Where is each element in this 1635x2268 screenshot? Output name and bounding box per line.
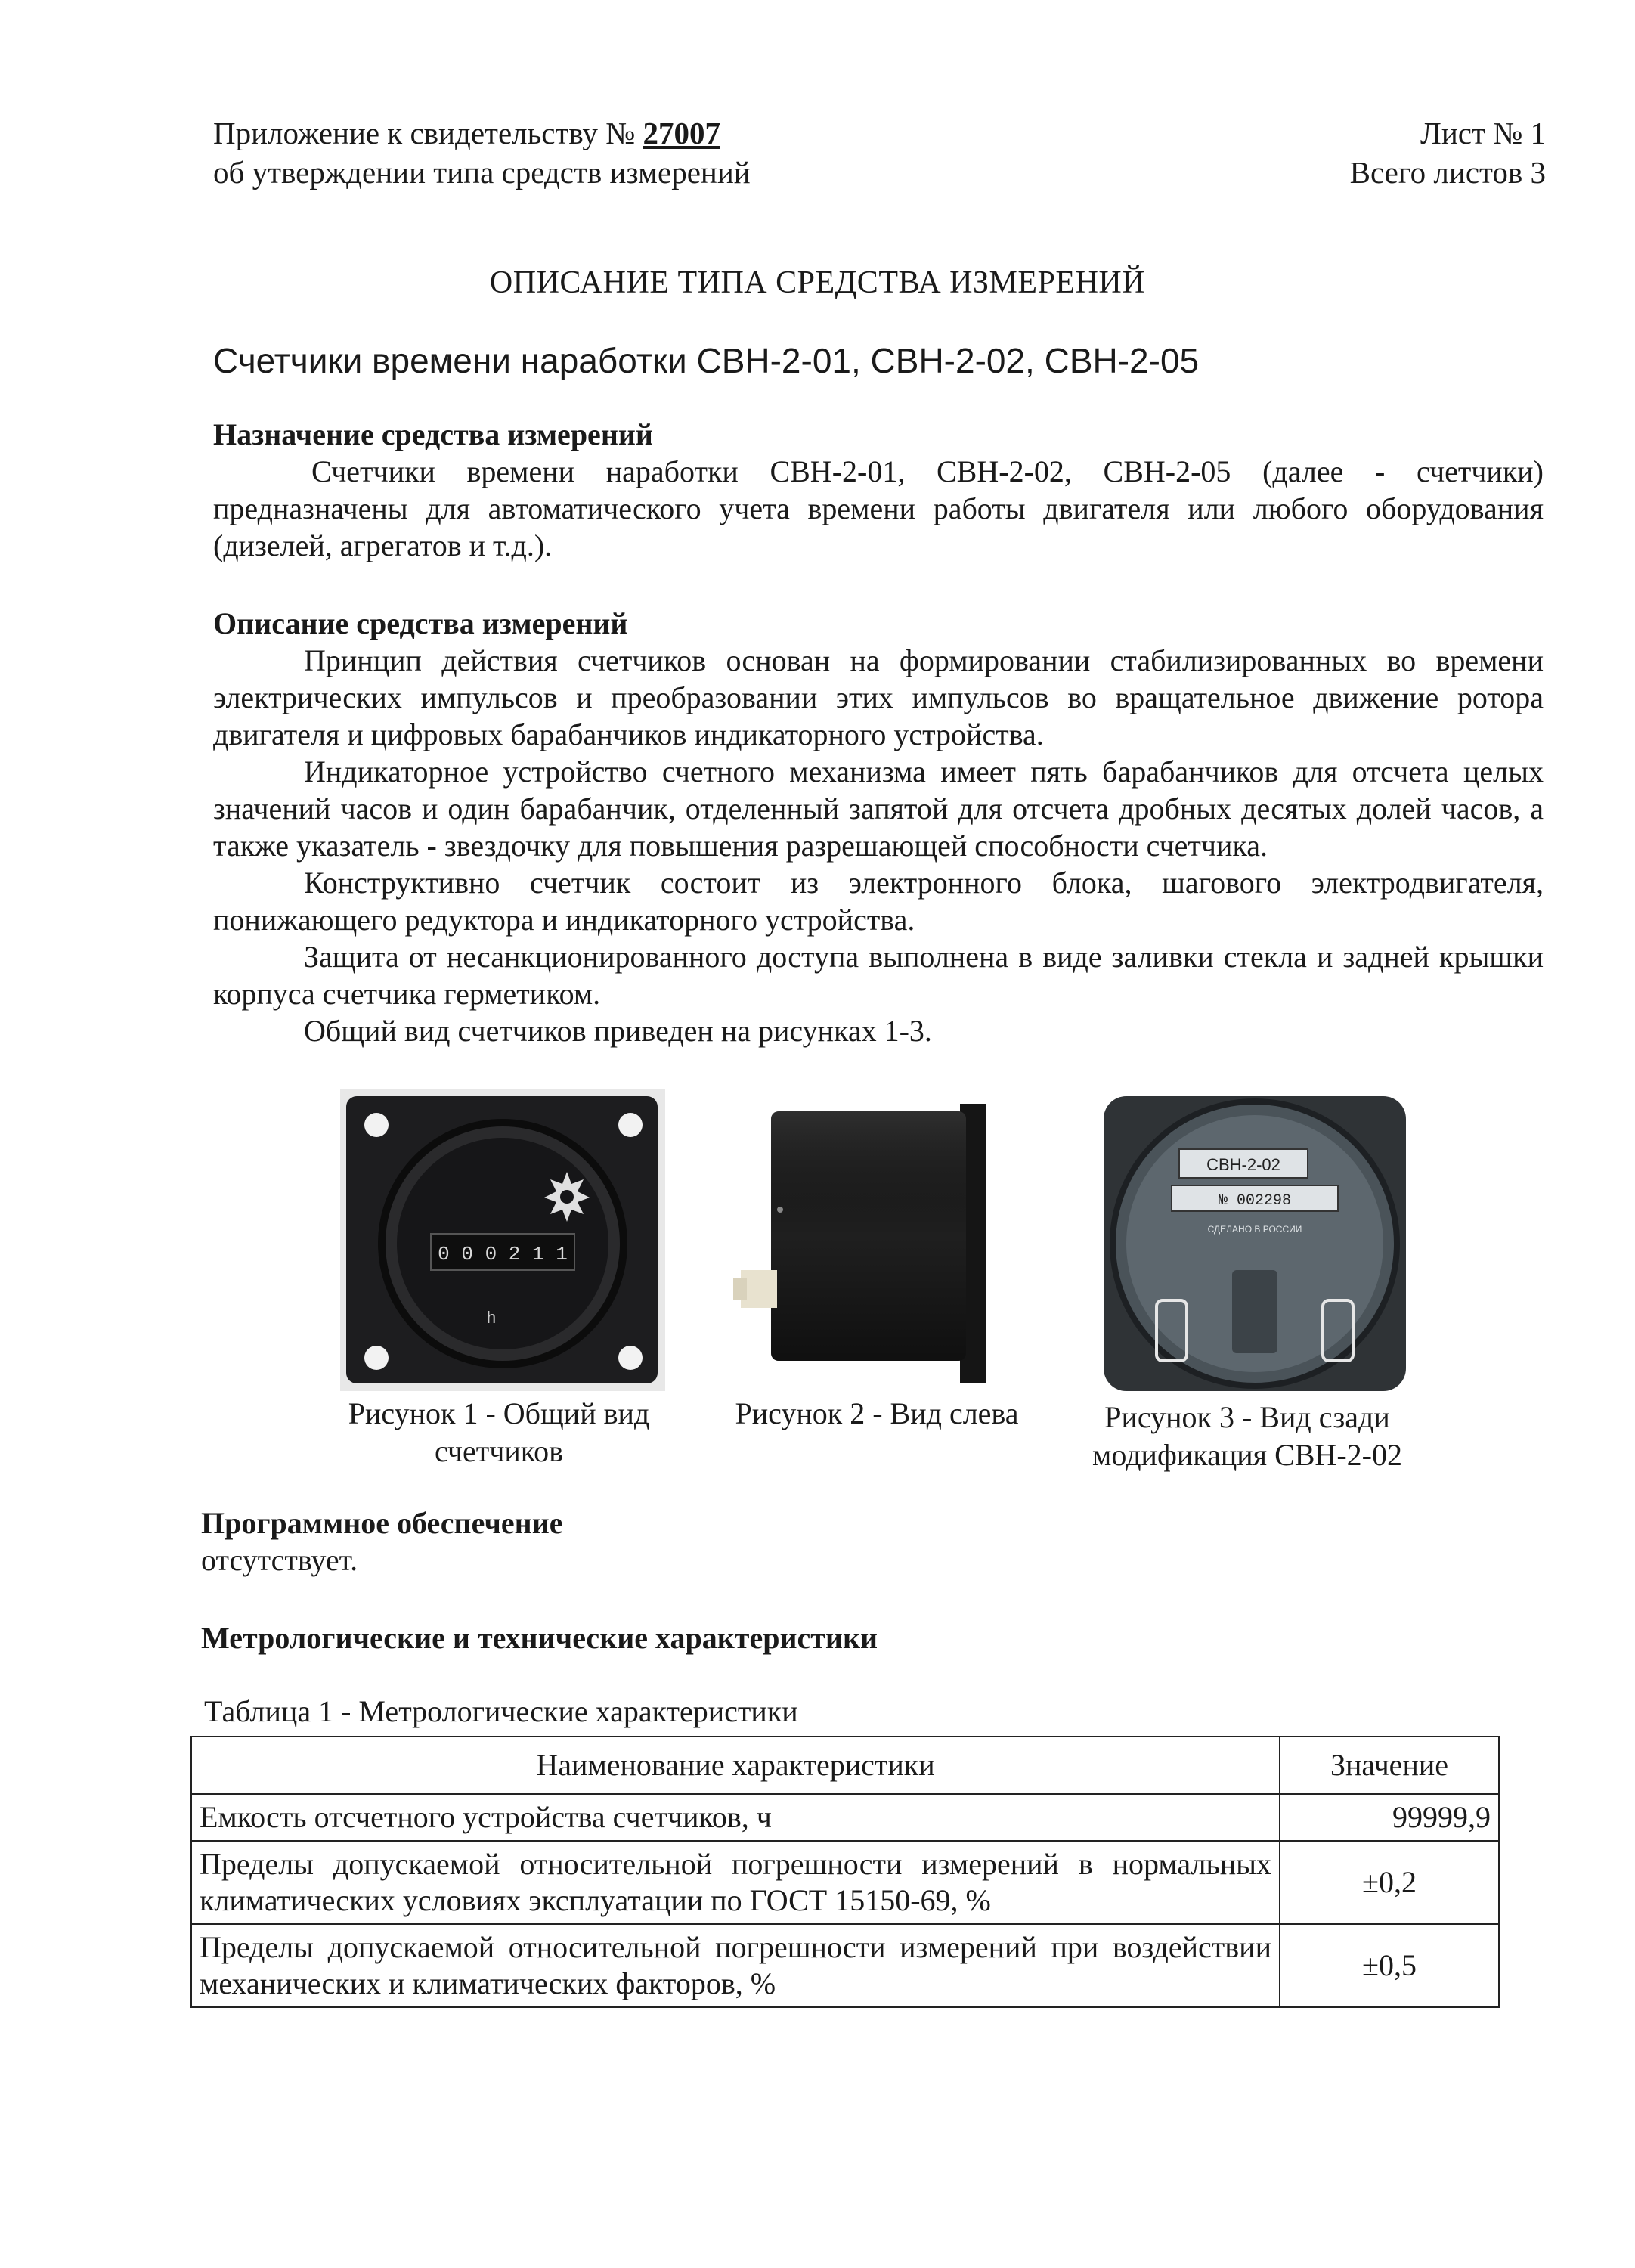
table-caption: Таблица 1 - Метрологические характеристики <box>204 1694 798 1728</box>
figure-1-caption: Рисунок 1 - Общий вид счетчиков <box>348 1396 650 1468</box>
description-paragraph: Конструктивно счетчик состоит из электронного блока, шагового электродвигателя, понижающего редуктора и индикаторного устройства. <box>213 866 1544 937</box>
certificate-line: Приложение к свидетельству № 27007 <box>213 116 720 150</box>
purpose-text: Счетчики времени наработки СВН-2-01, СВН-2-02, СВН-2-05 (далее - счетчики) предназначены для автоматического учета времени работы двигателя или любого оборудования (дизелей, агрегатов и т.д.). <box>213 454 1544 562</box>
software-section <box>201 1504 1531 1579</box>
hours-unit-mark: h <box>486 1308 497 1327</box>
table-row <box>191 1841 1499 1924</box>
metrology-heading: Метрологические и технические характеристики <box>201 1621 878 1655</box>
total-sheets: Всего листов 3 <box>1349 155 1546 190</box>
table-cell-name: Пределы допускаемой относительной погрешности измерений в нормальных климатических условиях эксплуатации по ГОСТ 15150-69, % <box>191 1841 1280 1924</box>
purpose-section <box>213 416 1544 564</box>
table-cell-value: 99999,9 <box>1280 1794 1499 1841</box>
figure-2-caption: Рисунок 2 - Вид слева <box>735 1396 1019 1430</box>
document-title: ОПИСАНИЕ ТИПА СРЕДСТВА ИЗМЕРЕНИЙ <box>489 265 1146 300</box>
purpose-heading: Назначение средства измерений <box>213 417 653 451</box>
back-label-model: СВН-2-02 <box>1206 1155 1280 1174</box>
metrology-section <box>201 1619 1531 1656</box>
table-row <box>191 1924 1499 2007</box>
table-row <box>191 1794 1499 1841</box>
figure-3-back-view-image <box>1096 1081 1414 1399</box>
description-paragraph: Принцип действия счетчиков основан на формировании стабилизированных во времени электрических импульсов и преобразовании этих импульсов во вращательное движение ротора двигателя и цифровых барабанчиков индикаторного устройства. <box>213 643 1544 751</box>
column-header-name: Наименование характеристики <box>191 1737 1280 1794</box>
figure-2-side-view-image <box>726 1089 1028 1391</box>
software-text: отсутствует. <box>201 1543 358 1577</box>
table-cell-value: ±0,5 <box>1280 1924 1499 2007</box>
header-left <box>213 113 751 192</box>
metrology-table <box>190 1736 1500 2008</box>
back-label-serial: № 002298 <box>1218 1192 1292 1210</box>
figure-3-caption: Рисунок 3 - Вид сзади модификация СВН-2-02 <box>1092 1400 1402 1472</box>
sheet-number: Лист № 1 <box>1420 116 1546 150</box>
table-cell-name: Пределы допускаемой относительной погрешности измерений при воздействии механических и климатических факторов, % <box>191 1924 1280 2007</box>
description-paragraph: Общий вид счетчиков приведен на рисунках 1-3. <box>304 1014 932 1048</box>
software-heading: Программное обеспечение <box>201 1506 563 1540</box>
table-cell-name: Емкость отсчетного устройства счетчиков, ч <box>191 1794 1280 1841</box>
figure-1-front-view-image <box>340 1089 665 1391</box>
certificate-number: 27007 <box>643 116 720 150</box>
description-heading: Описание средства измерений <box>213 606 628 640</box>
certificate-line-2: об утверждении типа средств измерений <box>213 155 751 190</box>
column-header-value: Значение <box>1280 1737 1499 1794</box>
product-title: Счетчики времени наработки СВН-2-01, СВН-2-02, СВН-2-05 <box>213 341 1200 380</box>
back-label-made-in: СДЕЛАНО В РОССИИ <box>1207 1224 1302 1235</box>
counter-display-digits: 0 0 0 2 1 1 <box>438 1243 568 1266</box>
description-paragraph: Защита от несанкционированного доступа выполнена в виде заливки стекла и задней крышки корпуса счетчика герметиком. <box>213 940 1544 1011</box>
table-cell-value: ±0,2 <box>1280 1841 1499 1924</box>
header-right <box>1350 113 1546 192</box>
description-paragraph: Индикаторное устройство счетного механизма имеет пять барабанчиков для отсчета целых значений часов и один барабанчик, отделенный запятой для отсчета дробных десятых долей часов, а также указатель - звездочку для повышения разрешающей способности счетчика. <box>213 754 1544 863</box>
description-section <box>213 605 1544 1049</box>
table-header-row <box>191 1737 1499 1794</box>
